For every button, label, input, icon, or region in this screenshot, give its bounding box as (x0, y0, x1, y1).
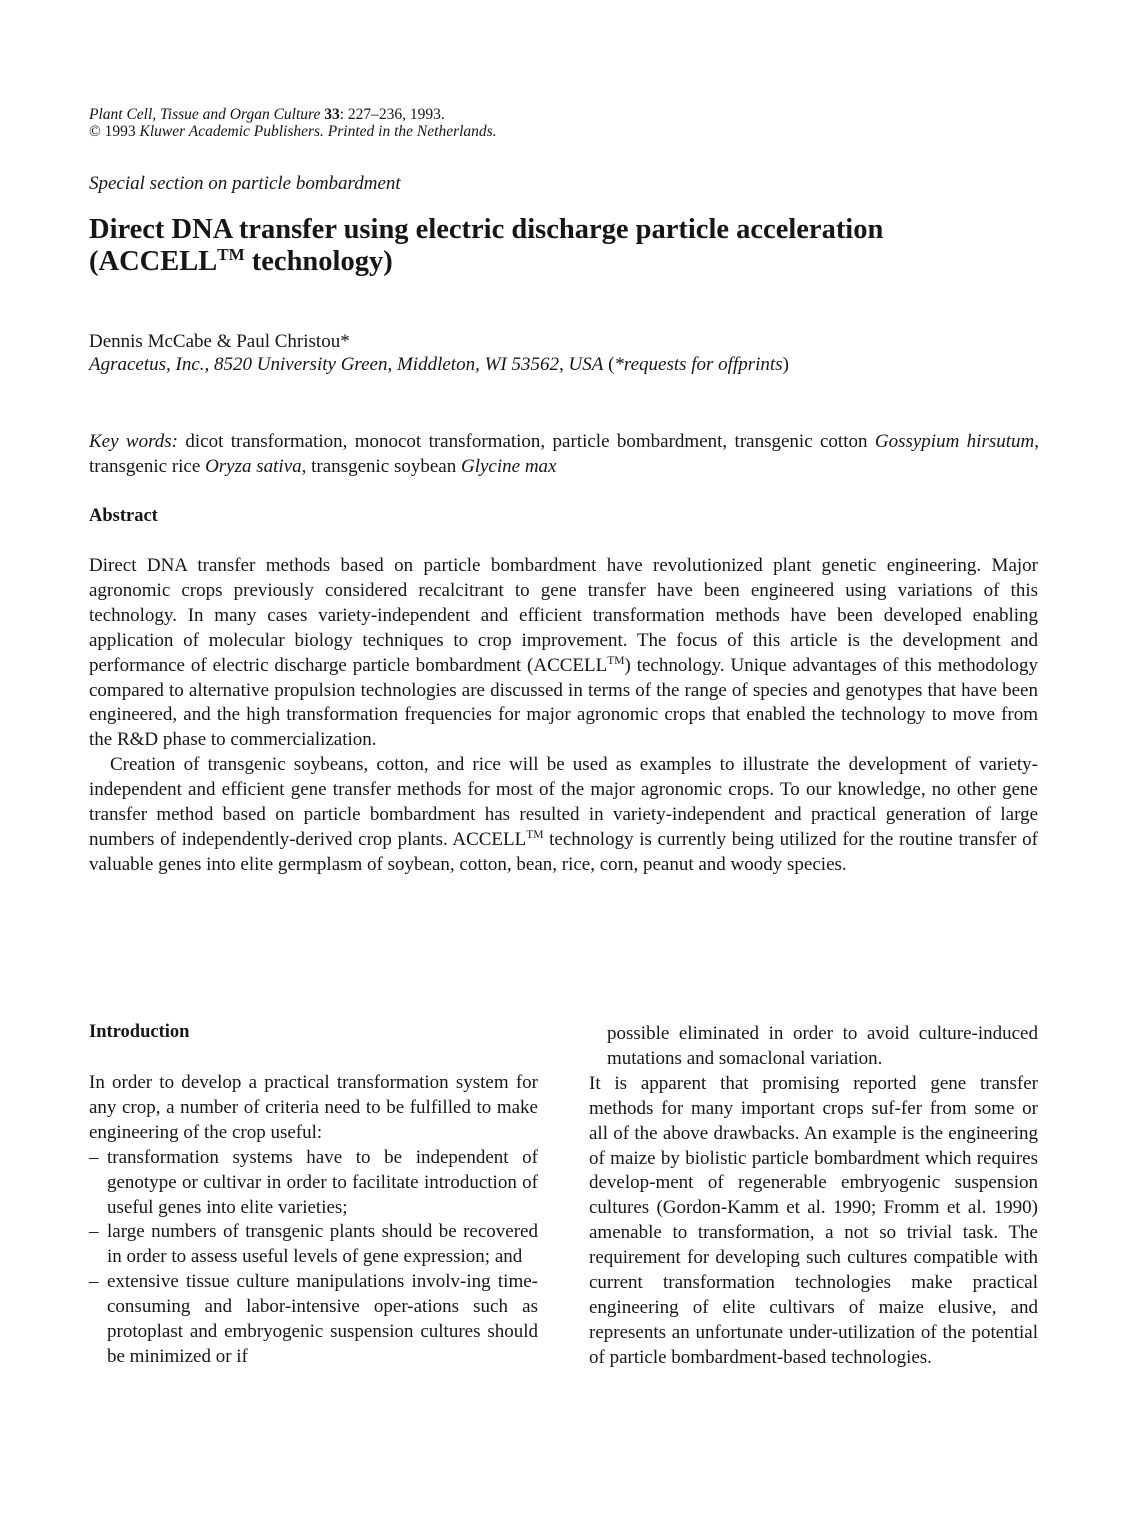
keywords-text-2: , transgenic rice (89, 431, 1039, 477)
journal-name: Plant Cell, Tissue and Organ Culture (89, 106, 321, 123)
author-list: Dennis McCabe & Paul Christou* (89, 331, 350, 352)
right-column (589, 1022, 1038, 1371)
affiliation (89, 354, 1049, 376)
affiliation-address: Agracetus, Inc., 8520 University Green, Middleton, WI 53562, USA (89, 354, 604, 375)
journal-citation-line (89, 106, 497, 123)
abstract-p1-text: Direct DNA transfer methods based on particle bombardment have revolutionized plant genetic engineering. Major agronomic crops previously considered recalcitrant to gene transfer have been engineered using variations of this technology. In many cases variety-independent and efficient transformation methods have been developed enabling application of molecular biology techniques to crop improvement. The focus of this article is the development and performance of electric discharge particle bombardment (ACCELL (89, 555, 1038, 676)
trademark-mark: TM (526, 828, 544, 841)
abstract-body (89, 554, 1038, 878)
introduction-heading: Introduction (89, 1022, 190, 1042)
abstract-paragraph (89, 753, 1038, 878)
title-line-1: Direct DNA transfer using electric discharge particle acceleration (89, 214, 884, 245)
criteria-item-continued: possible eliminated in order to avoid culture-induced mutations and somaclonal variation. (607, 1023, 1038, 1069)
abstract-paragraph (89, 554, 1038, 753)
abstract-p1-text-cont: ) technology. Unique advantages of this methodology compared to alternative propulsion technologies are discussed in terms of the range of species and genotypes that have been engineered, and the high transformation frequencies for major agronomic crops that enabled the technology to move from the R&D phase to commercialization. (89, 654, 1038, 751)
keyword-species-rice: Oryza sativa (205, 455, 302, 477)
copyright-year: 1993 (104, 123, 136, 140)
title-accell: (ACCELL (89, 246, 218, 277)
keywords-text-3: , transgenic soybean (301, 455, 461, 477)
keyword-species-soybean: Glycine max (460, 455, 557, 477)
journal-pages: : 227–236, 1993. (339, 106, 445, 123)
offprint-note: *requests for offprints (614, 354, 783, 375)
criteria-item: – extensive tissue culture manipulations involv-ing time-consuming and labor-intensive oper-ations such as protoplast and embryogenic suspension cultures should be minimized or if (89, 1270, 538, 1370)
affiliation-open-paren: ( (603, 354, 615, 375)
left-column (89, 1071, 538, 1370)
keywords-label: Key words: (89, 431, 178, 452)
abstract-p2-text: Creation of transgenic soybeans, cotton, and rice will be used as examples to illustrate the development of variety-independent and efficient gene transfer methods for most of the major agronomic crops. To our knowledge, no other gene transfer method based on particle bombardment has resulted in variety-independent and practical generation of large numbers of independently-derived crop plants. ACCELL (89, 754, 1038, 850)
keywords-text-1: dicot transformation, monocot transformation, particle bombardment, transgenic cotton (178, 431, 875, 452)
criteria-list (89, 1146, 538, 1370)
intro-paragraph: In order to develop a practical transformation system for any crop, a number of criteria need to be fulfilled to make engineering of the crop useful: (89, 1072, 538, 1143)
section-label: Special section on particle bombardment (89, 173, 401, 194)
article-title (89, 214, 1039, 278)
copyright-symbol: © (89, 123, 101, 140)
publisher-text: Kluwer Academic Publishers. Printed in the Netherlands. (139, 123, 497, 140)
keywords (89, 430, 1039, 479)
trademark-mark: TM (607, 654, 625, 667)
affiliation-close-paren: ) (782, 354, 789, 375)
abstract-heading: Abstract (89, 506, 158, 526)
copyright-line (89, 123, 497, 140)
criteria-item: – transformation systems have to be independent of genotype or cultivar in order to facilitate introduction of useful genes into elite varieties; (89, 1146, 538, 1221)
journal-citation (89, 106, 497, 140)
title-technology: technology) (244, 246, 393, 277)
abstract-p2-text-cont: technology is currently being utilized for the routine transfer of valuable genes into elite germplasm of soybean, cotton, bean, rice, corn, peanut and woody species. (89, 828, 1038, 875)
title-line-2 (89, 246, 1039, 278)
body-paragraph: It is apparent that promising reported gene transfer methods for many important crops suf-fer from some or all of the above drawbacks. An example is the engineering of maize by biolistic particle bombardment which requires develop-ment of regenerable embryogenic suspension cultures (Gordon-Kamm et al. 1990; Fromm et al. 1990) amenable to transformation, a not so trivial task. The requirement for developing such cultures compatible with current transformation technologies make practical engineering of elite cultivars of maize elusive, and represents an unfortunate under-utilization of the potential of particle bombardment-based technologies. (589, 1072, 1038, 1368)
trademark-mark: TM (217, 245, 245, 264)
journal-volume: 33 (324, 106, 340, 123)
keyword-species-cotton: Gossypium hirsutum (874, 431, 1035, 452)
criteria-item: – large numbers of transgenic plants should be recovered in order to assess useful levels of gene expression; and (89, 1220, 538, 1270)
